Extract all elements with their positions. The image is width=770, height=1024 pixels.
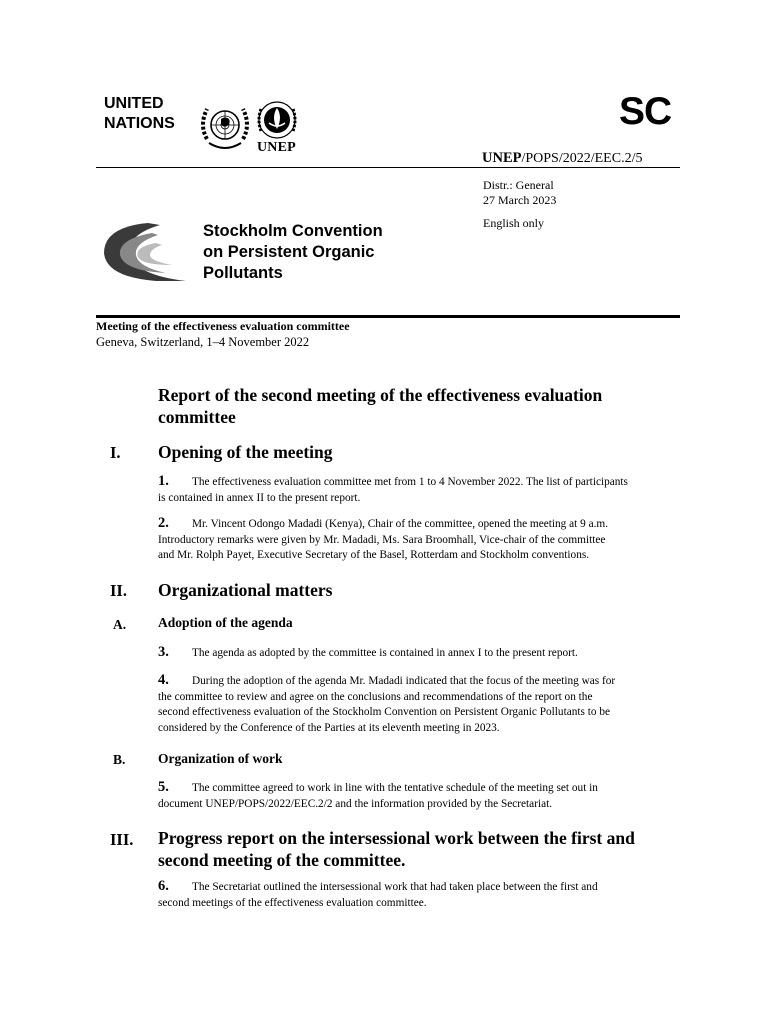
paragraph-4-line2: the committee to review and agree on the conclusions and recommendations of the report on the [158, 690, 593, 703]
paragraph-2-line1: Mr. Vincent Odongo Madadi (Kenya), Chair of the committee, opened the meeting at 9 a.m. [192, 518, 609, 530]
section-1-number: I. [110, 443, 121, 462]
paragraph-4 [158, 673, 681, 736]
paragraph-1-number: 1. [158, 473, 169, 489]
paragraph-6-line2: second meetings of the effectiveness evaluation committee. [158, 896, 427, 909]
section-3-number: III. [110, 830, 134, 849]
paragraph-4-number: 4. [158, 672, 169, 688]
org-name-line2: NATIONS [104, 115, 175, 132]
report-title-line2: committee [158, 407, 236, 427]
symbol-suffix: /POPS/2022/EEC.2/5 [521, 151, 643, 166]
paragraph-6-number: 6. [158, 878, 169, 894]
section-3-title-line2: second meeting of the committee. [158, 850, 406, 870]
paragraph-1-line2: is contained in annex II to the present report. [158, 491, 361, 504]
convention-title-line1: Stockholm Convention [203, 222, 383, 240]
convention-title-line3: Pollutants [203, 264, 283, 282]
thick-rule [96, 315, 680, 318]
paragraph-6-line1: The Secretariat outlined the intersessional work that had taken place between the first and [192, 881, 598, 893]
paragraph-4-line4: considered by the Conference of the Parties at its eleventh meeting in 2023. [158, 721, 500, 734]
section-1-title: Opening of the meeting [158, 442, 333, 462]
paragraph-1 [158, 474, 681, 506]
section-3-title-line1: Progress report on the intersessional work between the first and [158, 828, 635, 848]
convention-title [203, 221, 383, 284]
paragraph-2-line2: Introductory remarks were given by Mr. Madadi, Ms. Sara Broomhall, Vice-chair of the committee [158, 533, 606, 546]
un-emblem-icon [197, 101, 253, 153]
sc-code: SC [619, 90, 672, 133]
meeting-title: Meeting of the effectiveness evaluation committee [96, 319, 350, 333]
paragraph-3-line1: The agenda as adopted by the committee is contained in annex I to the present report. [192, 647, 578, 659]
report-title [158, 384, 658, 428]
paragraph-3-number: 3. [158, 644, 169, 660]
paragraph-6 [158, 879, 681, 911]
header-rule-left [96, 167, 482, 168]
language-note: English only [483, 216, 545, 230]
paragraph-5-number: 5. [158, 779, 169, 795]
paragraph-2-number: 2. [158, 515, 169, 531]
paragraph-5 [158, 780, 681, 812]
report-title-line1: Report of the second meeting of the effectiveness evaluation [158, 385, 603, 405]
meeting-place: Geneva, Switzerland, 1–4 November 2022 [96, 335, 310, 349]
org-name-line1: UNITED [104, 95, 164, 112]
section-3-title [158, 827, 678, 871]
section-2-title: Organizational matters [158, 580, 333, 600]
stockholm-convention-logo-icon [96, 217, 192, 285]
convention-title-line2: on Persistent Organic [203, 243, 375, 261]
subsection-a-title: Adoption of the agenda [158, 615, 293, 630]
paragraph-1-line1: The effectiveness evaluation committee met from 1 to 4 November 2022. The list of participants [192, 476, 628, 488]
subsection-b-title: Organization of work [158, 751, 283, 766]
symbol-prefix: UNEP [482, 150, 522, 166]
paragraph-4-line3: second effectiveness evaluation of the Stockholm Convention on Persistent Organic Pollutants to be [158, 706, 611, 718]
issue-date: 27 March 2023 [483, 193, 557, 207]
paragraph-5-line2: document UNEP/POPS/2022/EEC.2/2 and the information provided by the Secretariat. [158, 797, 553, 810]
paragraph-5-line1: The committee agreed to work in line with the tentative schedule of the meeting set out in [192, 782, 598, 794]
header-rule-right [482, 167, 680, 168]
paragraph-2-line3: and Mr. Rolph Payet, Executive Secretary of the Basel, Rotterdam and Stockholm conventions. [158, 549, 590, 561]
document-symbol [482, 150, 642, 167]
unep-label: UNEP [257, 140, 296, 155]
distribution: Distr.: General [483, 178, 554, 192]
section-2-number: II. [110, 581, 127, 600]
subsection-a-number: A. [113, 617, 127, 632]
subsection-b-number: B. [113, 752, 126, 767]
unep-emblem-icon [255, 99, 300, 141]
paragraph-3 [158, 645, 681, 662]
paragraph-4-line1: During the adoption of the agenda Mr. Madadi indicated that the focus of the meeting was for [192, 675, 616, 687]
paragraph-2 [158, 516, 681, 564]
org-name [104, 94, 175, 134]
